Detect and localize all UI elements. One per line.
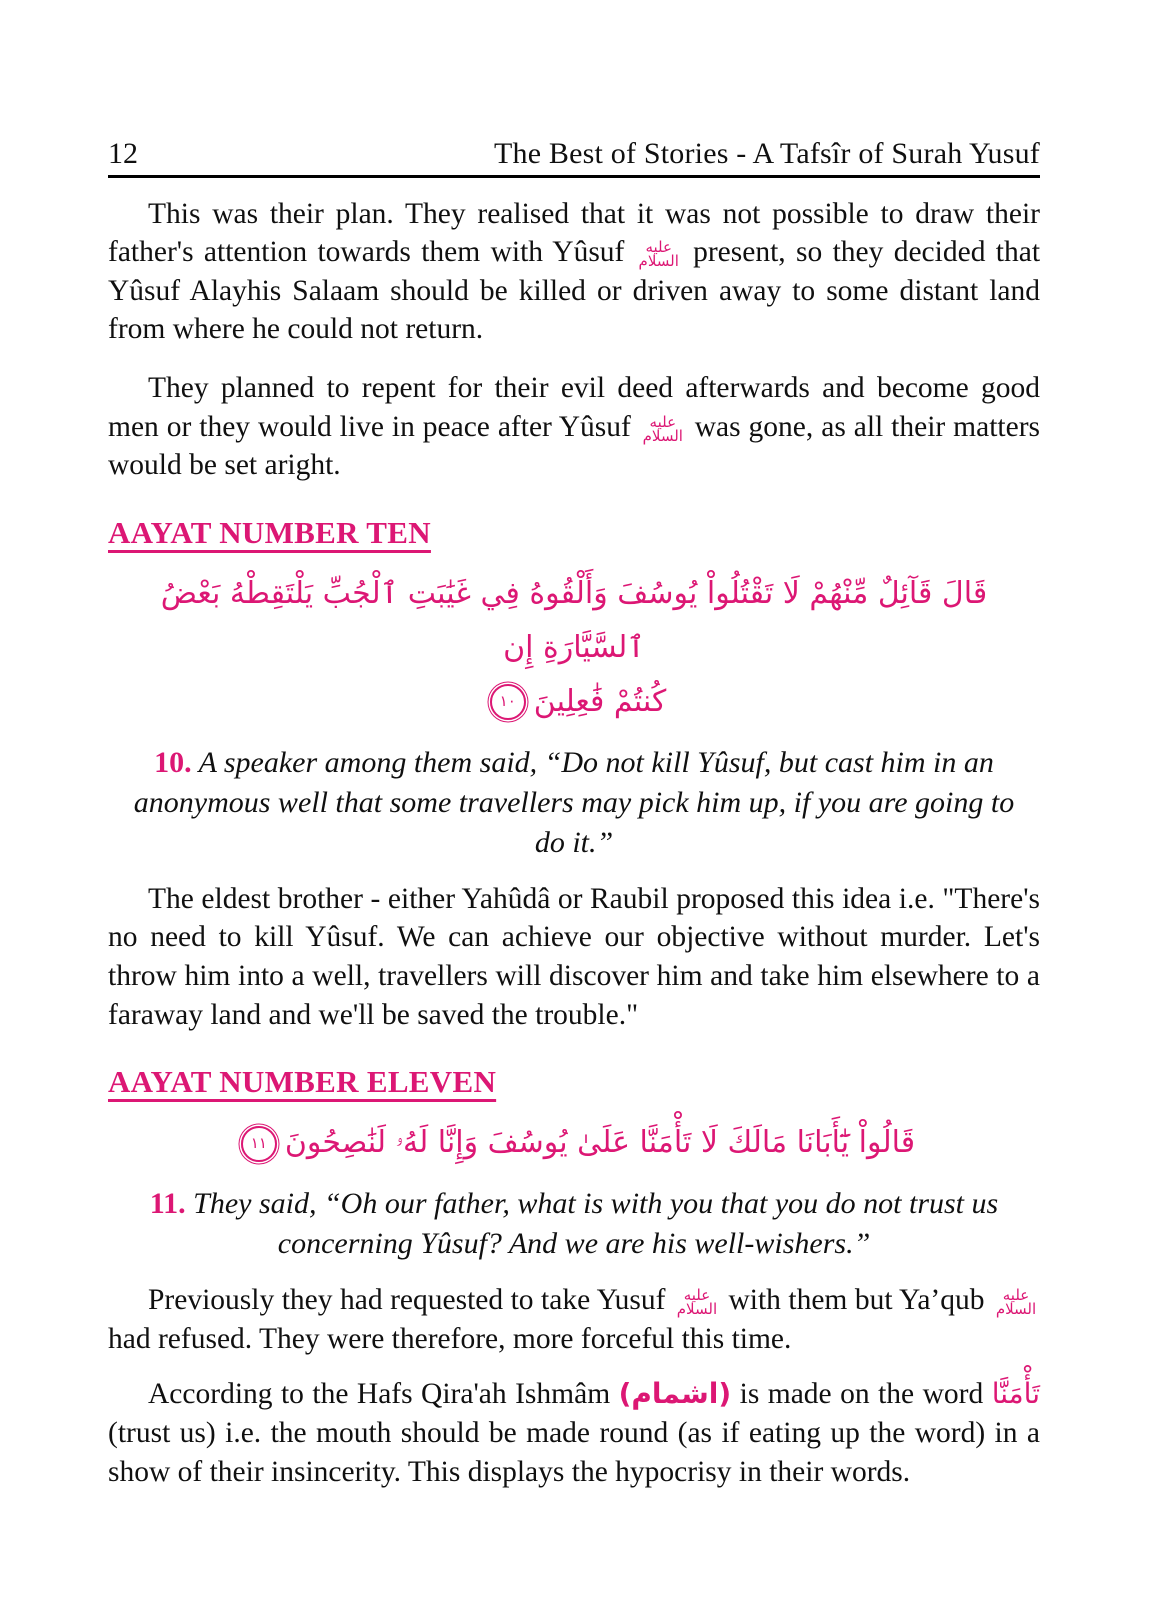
paragraph-text: is made on the word [739,1378,984,1411]
paragraph-text: with them but Ya’qub [728,1284,985,1316]
header-title: The Best of Stories - A Tafsîr of Surah Yusuf [493,137,1040,170]
paragraph-text: The eldest brother - either Yahûdâ or Raubil proposed this idea i.e. "There's no need to kill Yûsuf. We can achieve our objective without murder. Let's throw him into a well, travellers will discover him and take him elsewhere to a faraway land and we'll be saved the trouble." [108,882,1040,1031]
ishmam-arabic-word: (اشمام) [618,1377,732,1411]
alayhis-salaam-symbol: عليه السلام [676,1285,718,1319]
section-heading-aayat-eleven: AAYAT NUMBER ELEVEN [108,1064,497,1100]
arabic-verse-line: قَالُواْ يَٰٓأَبَانَا مَالَكَ لَا تَأْمَنَّا عَلَىٰ يُوسُفَ وَإِنَّا لَهُۥ لَنَٰصِحُونَ [284,1125,916,1161]
paragraph-eldest-brother [108,880,1040,1035]
translation-text: They said, “Oh our father, what is with you that you do not trust us concerning Yûsuf? And we are his well-wishers.” [193,1187,999,1261]
verse-number: 11. [149,1187,186,1221]
paragraph-text: This was their plan. They realised that it was not possible to draw their father's attention towards them with Yûsuf [108,197,1040,269]
page-header [108,138,1040,178]
paragraph-text: According to the Hafs Qira'ah Ishmâm [148,1378,611,1411]
paragraph-text: was gone, as all their matters would be set aright. [108,410,1041,482]
alayhis-salaam-symbol: عليه السلام [995,1285,1037,1319]
arabic-verse-line: كُنتُمْ فَٰعِلِينَ [533,683,667,719]
arabic-verse-10 [108,567,1040,729]
ayah-end-marker: ١٠ [490,684,526,720]
verse-translation-10 [122,743,1026,863]
section-heading-aayat-ten: AAYAT NUMBER TEN [108,514,431,550]
paragraph-text: They planned to repent for their evil deed afterwards and become good men or they would live in peace after Yûsuf [108,372,1040,443]
verse-translation-11 [122,1184,1026,1264]
paragraph-ishmam [108,1375,1040,1491]
arabic-verse-11 [108,1116,1040,1170]
paragraph-previously [108,1281,1040,1358]
alayhis-salaam-symbol: عليه السلام [638,238,679,271]
paragraph-text: Previously they had requested to take Yusuf [148,1284,666,1316]
translation-text: A speaker among them said, “Do not kill Yûsuf, but cast him in an anonymous well that some travellers may pick him up, if you are going to do it.” [133,745,1015,859]
ayah-end-marker: ١١ [241,1126,277,1162]
page-number: 12 [108,137,138,170]
paragraph-text: had refused. They were therefore, more forceful this time. [108,1322,792,1355]
paragraph-text: present, so they decided that Yûsuf Alayhis Salaam should be killed or driven away to some distant land from where he could not return. [108,236,1041,346]
alayhis-salaam-symbol: عليه السلام [642,412,683,445]
tamanna-arabic-word: تَأْمَنَّا [991,1377,1040,1411]
arabic-verse-line: قَالَ قَآئِلٌ مِّنْهُمْ لَا تَقْتُلُواْ يُوسُفَ وَأَلْقُوهُ فِي غَيَٰبَتِ ٱلْجُبِّ يَلْتَقِطْهُ بَعْضُ ٱلسَّيَّارَةِ إِن [160,575,988,665]
paragraph-plan [108,195,1040,350]
paragraph-text: (trust us) i.e. the mouth should be made round (as if eating up the word) in a show of their insincerity. This displays the hypocrisy in their words. [108,1416,1040,1488]
paragraph-repent [108,369,1040,485]
verse-number: 10. [154,745,192,779]
